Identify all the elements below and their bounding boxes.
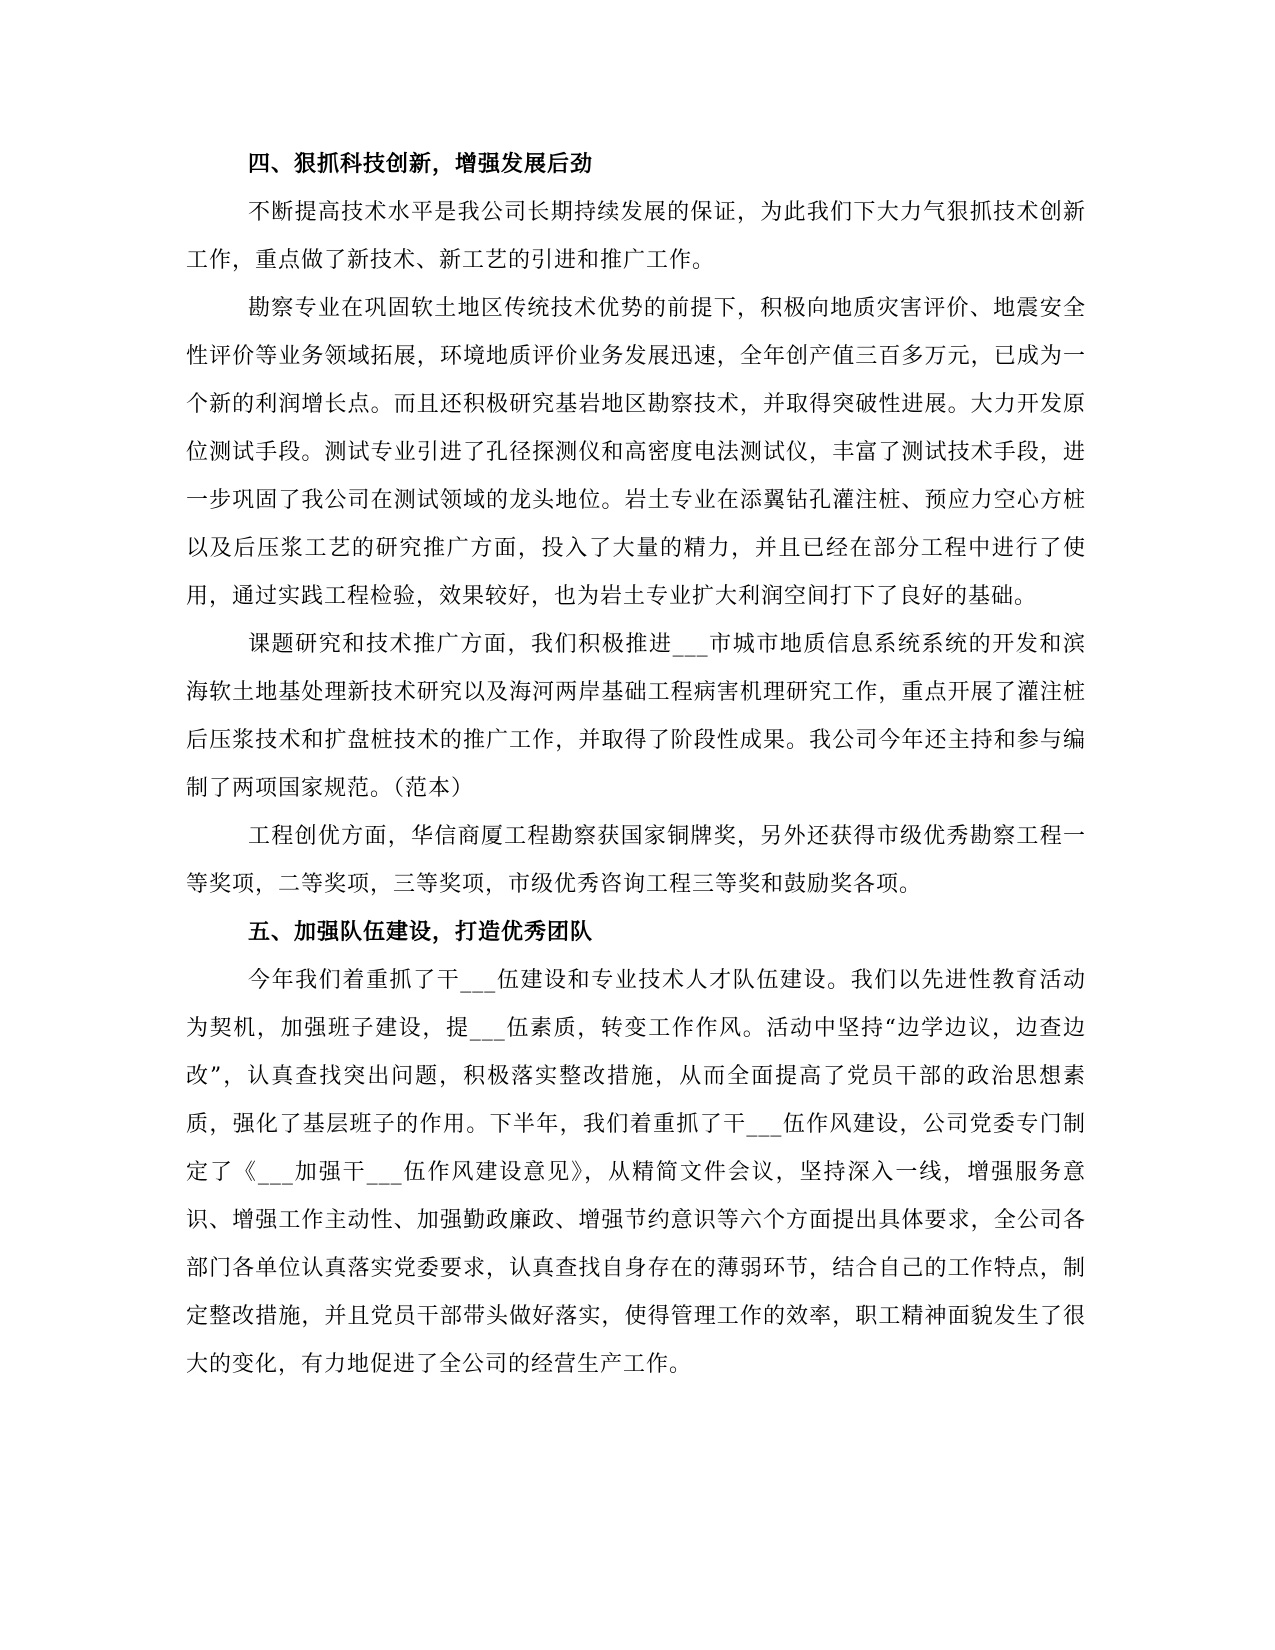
paragraph-research-promotion: 课题研究和技术推广方面，我们积极推进___市城市地质信息系统系统的开发和滨海软土地基处理新技术研究以及海河两岸基础工程病害机理研究工作，重点开展了灌注桩后压浆技术和扩盘桩技术的推广工作，并取得了阶段性成果。我公司今年还主持和参与编制了两项国家规范。（范本） xyxy=(186,632,1086,801)
document-body xyxy=(186,141,1086,1389)
section-heading-5: 五、加强队伍建设，打造优秀团队 xyxy=(248,920,594,945)
paragraph-engineering-awards: 工程创优方面，华信商厦工程勘察获国家铜牌奖，另外还获得市级优秀勘察工程一等奖项，二等奖项，三等奖项，市级优秀咨询工程三等奖和鼓励奖各项。 xyxy=(186,824,1086,897)
paragraph-team-building: 今年我们着重抓了干___伍建设和专业技术人才队伍建设。我们以先进性教育活动为契机，加强班子建设，提___伍素质，转变工作作风。活动中坚持“边学边议，边查边改”，认真查找突出问题，积极落实整改措施，从而全面提高了党员干部的政治思想素质，强化了基层班子的作用。下半年，我们着重抓了干___伍作风建设，公司党委专门制定了《___加强干___伍作风建设意见》，从精简文件会议，坚持深入一线，增强服务意识、增强工作主动性、加强勤政廉政、增强节约意识等六个方面提出具体要求，全公司各部门各单位认真落实党委要求，认真查找自身存在的薄弱环节，结合自己的工作特点，制定整改措施，并且党员干部带头做好落实，使得管理工作的效率，职工精神面貌发生了很大的变化，有力地促进了全公司的经营生产工作。 xyxy=(186,968,1086,1377)
paragraph-tech-level: 不断提高技术水平是我公司长期持续发展的保证，为此我们下大力气狠抓技术创新工作，重点做了新技术、新工艺的引进和推广工作。 xyxy=(186,200,1086,273)
paragraph-survey-specialty: 勘察专业在巩固软土地区传统技术优势的前提下，积极向地质灾害评价、地震安全性评价等业务领域拓展，环境地质评价业务发展迅速，全年创产值三百多万元，已成为一个新的利润增长点。而且还积极研究基岩地区勘察技术，并取得突破性进展。大力开发原位测试手段。测试专业引进了孔径探测仪和高密度电法测试仪，丰富了测试技术手段，进一步巩固了我公司在测试领域的龙头地位。岩土专业在添翼钻孔灌注桩、预应力空心方桩以及后压浆工艺的研究推广方面，投入了大量的精力，并且已经在部分工程中进行了使用，通过实践工程检验，效果较好，也为岩土专业扩大利润空间打下了良好的基础。 xyxy=(186,296,1086,609)
section-heading-4: 四、狠抓科技创新，增强发展后劲 xyxy=(248,152,594,177)
